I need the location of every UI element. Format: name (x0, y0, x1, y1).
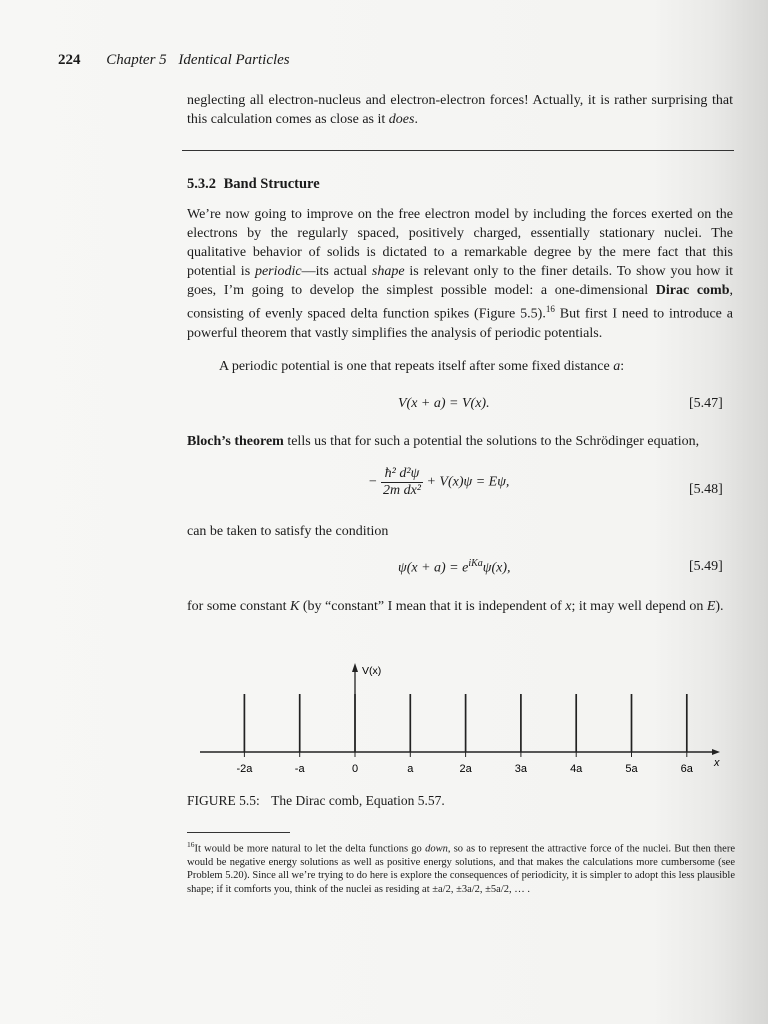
equation-5-47: V(x + a) = V(x). (398, 396, 490, 411)
para5-text-c: ; it may well depend on (571, 599, 707, 614)
tick-label: 2a (459, 763, 472, 775)
para5-text-d: ). (715, 599, 724, 614)
carryover-end: . (414, 112, 418, 127)
footnote-reference: 16 (545, 304, 555, 314)
chapter-label: Chapter 5 (106, 52, 167, 68)
footnote-down: down (425, 843, 448, 855)
para5-var-e: E (706, 599, 716, 614)
para2-var-a: a (613, 359, 621, 374)
eq548-denominator: 2m dx² (382, 483, 421, 498)
eq548-rest: + V(x)ψ = Eψ, (426, 474, 510, 490)
eq549-lhs: ψ(x + a) = e (398, 560, 469, 576)
tick-label: 5a (625, 763, 638, 775)
tick-label: 6a (680, 763, 693, 775)
footnote-text-b: , so as to represent the attractive force of the nuclei. But then there would be negative energy solutions as well as positive energy solutions, and that makes the calculations more cumbersome (see Problem 5.20). Since all we’re trying to do here is explore the consequences of periodicity, it is simpler to adopt this less plausible shape; if it comforts you, think of the nuclei as residing at ±a/2, ±3a/2, ±5a/2, … . (187, 843, 736, 895)
para1-text-c: is relevant only to the finer details. To show you how it goes, I’m going to develop the simplest possible model: a one-dimensional (187, 264, 733, 298)
x-axis-arrow (712, 749, 720, 755)
eq549-exponent: iKa (468, 558, 483, 569)
para2-text: A periodic potential is one that repeats itself after some fixed distance (219, 359, 614, 374)
chapter-title: Identical Particles (178, 52, 290, 68)
eq548-numerator: ħ² d²ψ (381, 466, 423, 483)
equation-5-48 (368, 466, 509, 499)
tick-label: -a (294, 763, 305, 775)
footnote-mark: 16 (187, 840, 195, 849)
tick-labels (236, 763, 693, 775)
figure-caption (187, 793, 445, 809)
tick-label: 3a (514, 763, 528, 775)
eq548-fraction (381, 466, 423, 499)
y-axis-arrow (352, 663, 358, 672)
para1-text-d: , consisting of evenly spaced delta function spikes (Figure 5.5). (187, 283, 733, 322)
carryover-paragraph (187, 91, 733, 129)
section-divider (182, 150, 734, 151)
para2-end: : (620, 359, 625, 374)
para1-text-a: We’re now going to improve on the free electron model by including the forces exerted on the electrons by the regularly spaced, positively charged, essentially stationary nuclei. The qualitative behavior of solids is dictated to a remarkable degree by the mere fact that this potential is (187, 207, 733, 279)
footnote-rule (187, 832, 290, 833)
para1-text-e: But first I need to introduce a powerful theorem that vastly simplifies the analysis of periodic potentials. (187, 306, 733, 341)
paragraph-condition: can be taken to satisfy the condition (187, 524, 389, 539)
footnote-text-a: It would be more natural to let the delta functions go (194, 843, 426, 855)
eq548-minus: − (368, 474, 378, 490)
delta-spikes (244, 694, 686, 757)
footnote-16 (187, 838, 735, 896)
para5-text-b: (by “constant” I mean that it is independent of (299, 599, 566, 614)
equation-number-5-47: [5.47] (689, 396, 723, 411)
eq549-rhs: ψ(x), (482, 560, 511, 576)
equation-number-5-49: [5.49] (689, 559, 723, 574)
tick-label: -2a (236, 763, 253, 775)
paragraph-periodic-potential (187, 357, 733, 376)
paragraph-constant-k (187, 597, 733, 616)
paragraph-bloch-theorem (187, 432, 733, 451)
para5-text-a: for some constant (187, 599, 291, 614)
tick-label: 0 (351, 763, 359, 775)
tick-label: a (407, 763, 414, 775)
running-head (58, 52, 290, 69)
figure-caption-label: FIGURE 5.5: (187, 793, 260, 808)
section-heading (187, 176, 320, 193)
page-number: 224 (58, 52, 81, 68)
y-axis-label: V(x) (362, 665, 382, 677)
para1-shape: shape (371, 264, 405, 279)
carryover-emphasis: does (388, 112, 415, 127)
para1-dirac-comb: Dirac comb (655, 283, 730, 298)
equation-number-5-48: [5.48] (689, 482, 723, 497)
x-axis-label: x (714, 757, 720, 769)
section-title: Band Structure (223, 176, 320, 192)
section-number: 5.3.2 (187, 176, 216, 192)
para5-var-k: K (290, 599, 300, 614)
para1-periodic: periodic (254, 264, 302, 279)
carryover-text: neglecting all electron-nucleus and electron-electron forces! Actually, it is rather surprising that this calculation comes as close as it (187, 93, 733, 127)
bloch-theorem-term: Bloch’s theorem (187, 434, 284, 449)
dirac-comb-figure (0, 650, 768, 785)
para5-var-x: x (565, 599, 572, 614)
paragraph-band-structure-intro (187, 205, 733, 343)
para3-text: tells us that for such a potential the solutions to the Schrödinger equation, (283, 434, 700, 449)
para1-text-b: —its actual (301, 264, 372, 279)
tick-label: 4a (570, 763, 583, 775)
equation-5-49 (398, 558, 511, 577)
figure-caption-text: The Dirac comb, Equation 5.57. (271, 793, 445, 808)
